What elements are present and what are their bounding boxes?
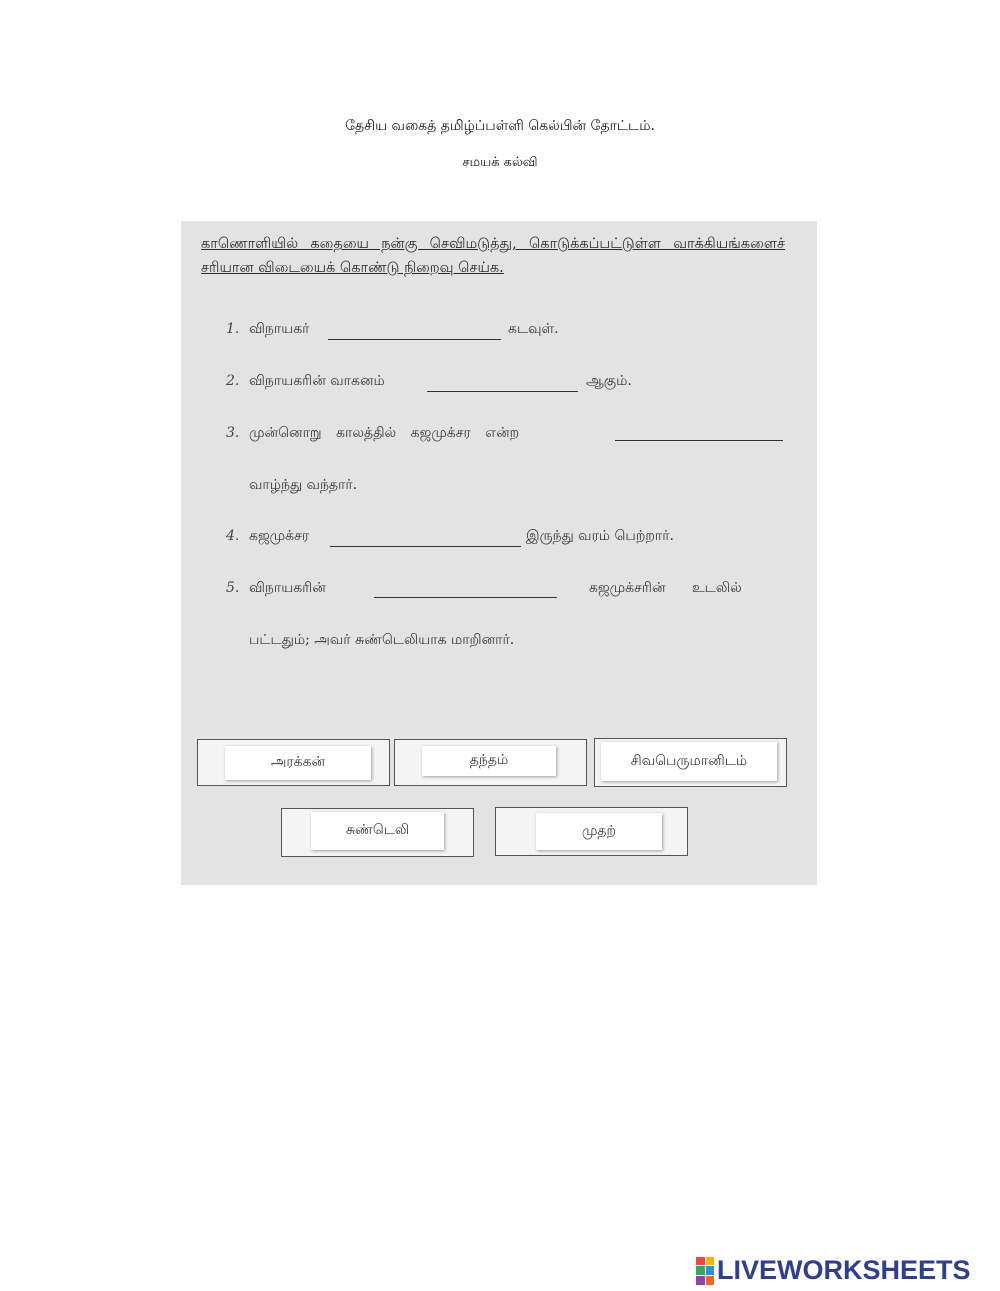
word-slot-4 [281, 808, 474, 857]
question-4-text: கஜமுக்சர [249, 528, 310, 544]
question-1-text: விநாயகர் [249, 321, 310, 337]
instruction-text: காணொளியில் கதையை நன்கு செவிமடுத்து, கொடுக்கப்பட்டுள்ள வாக்கியங்களைச் சரியான விடையைக் கொண்டு நிறைவு செய்க. [201, 236, 785, 276]
question-4-blank[interactable] [330, 546, 521, 547]
word-chip-sivaperumanidam[interactable]: சிவபெருமானிடம் [601, 742, 777, 781]
question-5-line2: பட்டதும்; அவர் சுண்டெலியாக மாறினார். [249, 632, 515, 648]
liveworksheets-mark-icon [696, 1257, 714, 1285]
word-slot-2 [394, 739, 587, 786]
word-slot-5 [495, 807, 688, 856]
question-3-blank[interactable] [615, 440, 783, 441]
question-2-tail: ஆகும். [586, 373, 632, 389]
question-1-tail: கடவுள். [508, 321, 559, 337]
question-5-tail: கஜமுக்சரின் உடலில் [589, 580, 742, 596]
question-5-number: 5. [226, 580, 240, 596]
question-1-blank[interactable] [328, 339, 501, 340]
liveworksheets-logo [696, 1255, 971, 1286]
question-2-number: 2. [226, 373, 240, 389]
question-4-number: 4. [226, 528, 240, 544]
question-3-text: முன்னொறு காலத்தில் கஜமுக்சர என்ற [249, 425, 520, 441]
word-chip-thandham[interactable]: தந்தம் [422, 746, 556, 776]
liveworksheets-wordmark: LIVEWORKSHEETS [717, 1255, 971, 1285]
question-1-number: 1. [226, 321, 240, 337]
word-slot-1 [197, 739, 390, 786]
question-3-number: 3. [226, 425, 240, 441]
subject-title: சமயக் கல்வி [462, 155, 538, 170]
question-3-line2: வாழ்ந்து வந்தார். [249, 477, 358, 493]
word-chip-muthar[interactable]: முதற் [536, 813, 662, 850]
word-chip-sundeli[interactable]: சுண்டெலி [311, 812, 444, 850]
question-4-tail: இருந்து வரம் பெற்றார். [526, 528, 674, 544]
word-chip-arakkan[interactable]: அரக்கன் [225, 746, 371, 780]
school-title: தேசிய வகைத் தமிழ்ப்பள்ளி கெல்பின் தோட்டம். [345, 118, 655, 134]
question-5-blank[interactable] [374, 597, 557, 598]
question-2-text: விநாயகரின் வாகனம் [249, 373, 385, 389]
question-2-blank[interactable] [427, 391, 578, 392]
worksheet-panel [181, 221, 817, 885]
word-slot-3 [594, 738, 787, 787]
question-5-text: விநாயகரின் [249, 580, 326, 596]
